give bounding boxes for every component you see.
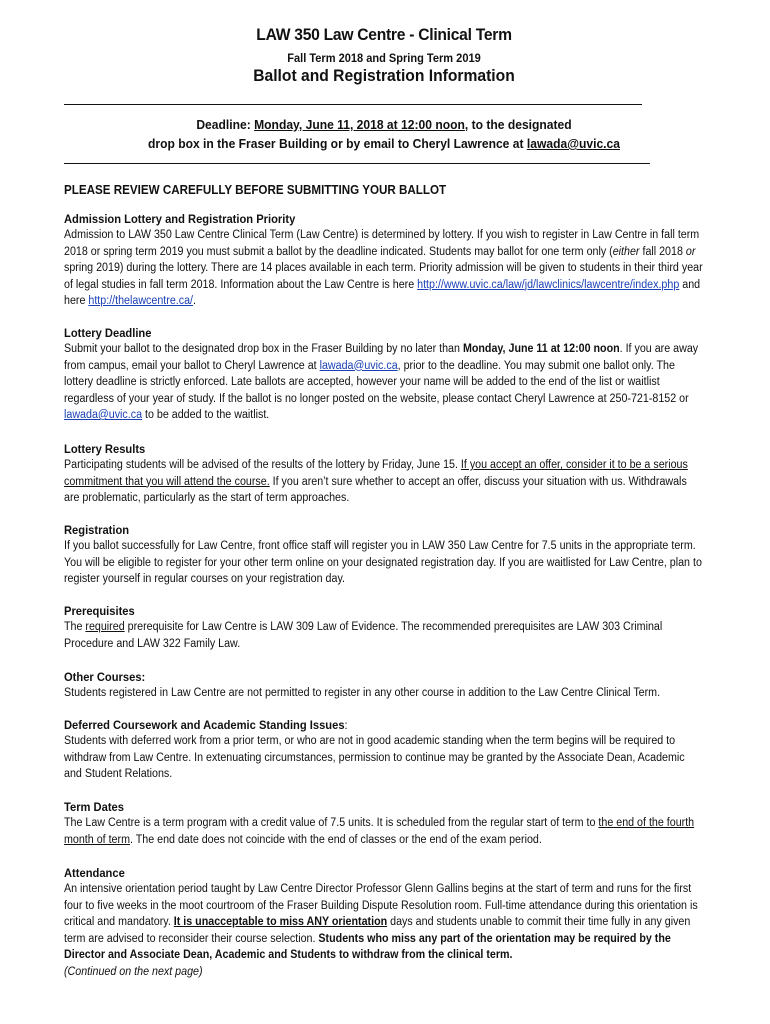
review-heading: PLEASE REVIEW CAREFULLY BEFORE SUBMITTING YOUR BALLOT	[64, 183, 447, 197]
section-text: The required prerequisite for Law Centre is LAW 309 Law of Evidence. The recommended prerequisites are LAW 303 Criminal Procedure and LAW 322 Family Law.	[64, 621, 663, 650]
thelawcentre-link[interactable]: http://thelawcentre.ca/	[88, 295, 194, 307]
section-heading: Lottery Deadline	[64, 326, 152, 340]
section-prerequisites	[64, 604, 704, 652]
section-text: The Law Centre is a term program with a credit value of 7.5 units. It is scheduled from the regular start of term to the end of the fourth month of term. The end date does not coincide with the end of classes or the end of the exam period.	[64, 817, 695, 846]
deadline-email[interactable]: lawada@uvic.ca	[526, 136, 621, 151]
section-other-courses	[64, 670, 704, 702]
deadline-block	[86, 115, 681, 153]
section-heading: Attendance	[64, 866, 125, 880]
section-heading: Deferred Coursework and Academic Standing Issues:	[64, 718, 348, 732]
section-heading: Admission Lottery and Registration Priority	[64, 212, 296, 226]
divider-top	[64, 104, 642, 105]
deadline-rest: , to the designated	[464, 117, 572, 132]
section-text: Students with deferred work from a prior term, or who are not in good academic standing when the term begins will be required to withdraw from Law Centre. In extenuating circumstances, permission to continue may be granted by the Associate Dean, Academic and Student Relations.	[64, 735, 685, 780]
section-heading: Registration	[64, 523, 130, 537]
section-text: Submit your ballot to the designated drop box in the Fraser Building by no later than Monday, June 11 at 12:00 noon. If you are away from campus, email your ballot to Cheryl Lawrence at lawada@uvic.ca, prior to the deadline. You may submit one ballot only. The lottery deadline is strictly enforced. Late ballots are accepted, however your name will be added to the end of the list or waitlist regardless of your year of study. If the ballot is no longer posted on the website, please contact Cheryl Lawrence at 250-721-8152 or lawada@uvic.ca to be added to the waitlist.	[64, 343, 699, 421]
section-heading: Prerequisites	[64, 604, 135, 618]
deadline-date: Monday, June 11, 2018 at 12:00 noon	[254, 117, 465, 132]
deadline-label: Deadline:	[196, 117, 251, 132]
document-title: LAW 350 Law Centre - Clinical Term	[256, 25, 512, 44]
lawcentre-uvic-link[interactable]: http://www.uvic.ca/law/jd/lawclinics/lawcentre/index.php	[417, 278, 680, 291]
section-heading: Lottery Results	[64, 442, 146, 456]
document-subtitle: Fall Term 2018 and Spring Term 2019	[287, 51, 481, 65]
section-term-dates	[64, 800, 704, 848]
section-text: Students registered in Law Centre are not permitted to register in any other course in addition to the Law Centre Clinical Term.	[64, 687, 661, 699]
section-text: An intensive orientation period taught by Law Centre Director Professor Glenn Gallins begins at the start of term and runs for the first four to five weeks in the moot courtroom of the Fraser Building Dispute Resolution room. Full-time attendance during this orientation is critical and mandatory. It is unacceptable to miss ANY orientation days and students unable to commit their time fully in any given term are advised to reconsider their course selection. Students who miss any part of the orientation may be required by the Director and Associate Dean, Academic and Students to withdraw from the clinical term.(Continued on the next page)	[64, 883, 698, 978]
section-text: Participating students will be advised of the results of the lottery by Friday, June 15. If you accept an offer, consider it to be a serious commitment that you will attend the course. If you aren’t sure whether to accept an offer, discuss your situation with us. Withdrawals are problematic, particularly as the start of term approaches.	[64, 459, 688, 504]
section-attendance	[64, 866, 704, 980]
section-registration	[64, 523, 704, 588]
section-text: If you ballot successfully for Law Centre, front office staff will register you in LAW 350 Law Centre for 7.5 units in the appropriate term. You will be eligible to register for your other term online on your designated registration day. If you are waitlisted for Law Centre, plan to register yourself in regular courses on your registration day.	[64, 540, 702, 585]
section-lottery-results	[64, 442, 704, 507]
ballot-title: Ballot and Registration Information	[253, 66, 515, 85]
divider-bottom	[64, 163, 650, 164]
continued-note: (Continued on the next page)	[64, 965, 203, 978]
deadline-location: drop box in the Fraser Building or by email to Cheryl Lawrence at	[147, 136, 527, 151]
email-link[interactable]: lawada@uvic.ca	[319, 359, 398, 372]
section-admission	[64, 212, 704, 310]
section-heading: Other Courses:	[64, 670, 146, 684]
section-heading: Term Dates	[64, 800, 124, 814]
email-link[interactable]: lawada@uvic.ca	[64, 409, 143, 421]
section-deferred	[64, 718, 704, 783]
section-lottery-deadline	[64, 326, 704, 424]
section-text: Admission to LAW 350 Law Centre Clinical Term (Law Centre) is determined by lottery. If you wish to register in Law Centre in fall term 2018 or spring term 2019 you must submit a ballot by the deadline indicated. Students may ballot for one term only (either fall 2018 or spring 2019) during the lottery. There are 14 places available in each term. Priority admission will be given to students in their third year of legal studies in fall term 2018. Information about the Law Centre is here http://www.uvic.ca/law/jd/lawclinics/lawcentre/index.php and here http://thelawcentre.ca/.	[64, 229, 703, 307]
